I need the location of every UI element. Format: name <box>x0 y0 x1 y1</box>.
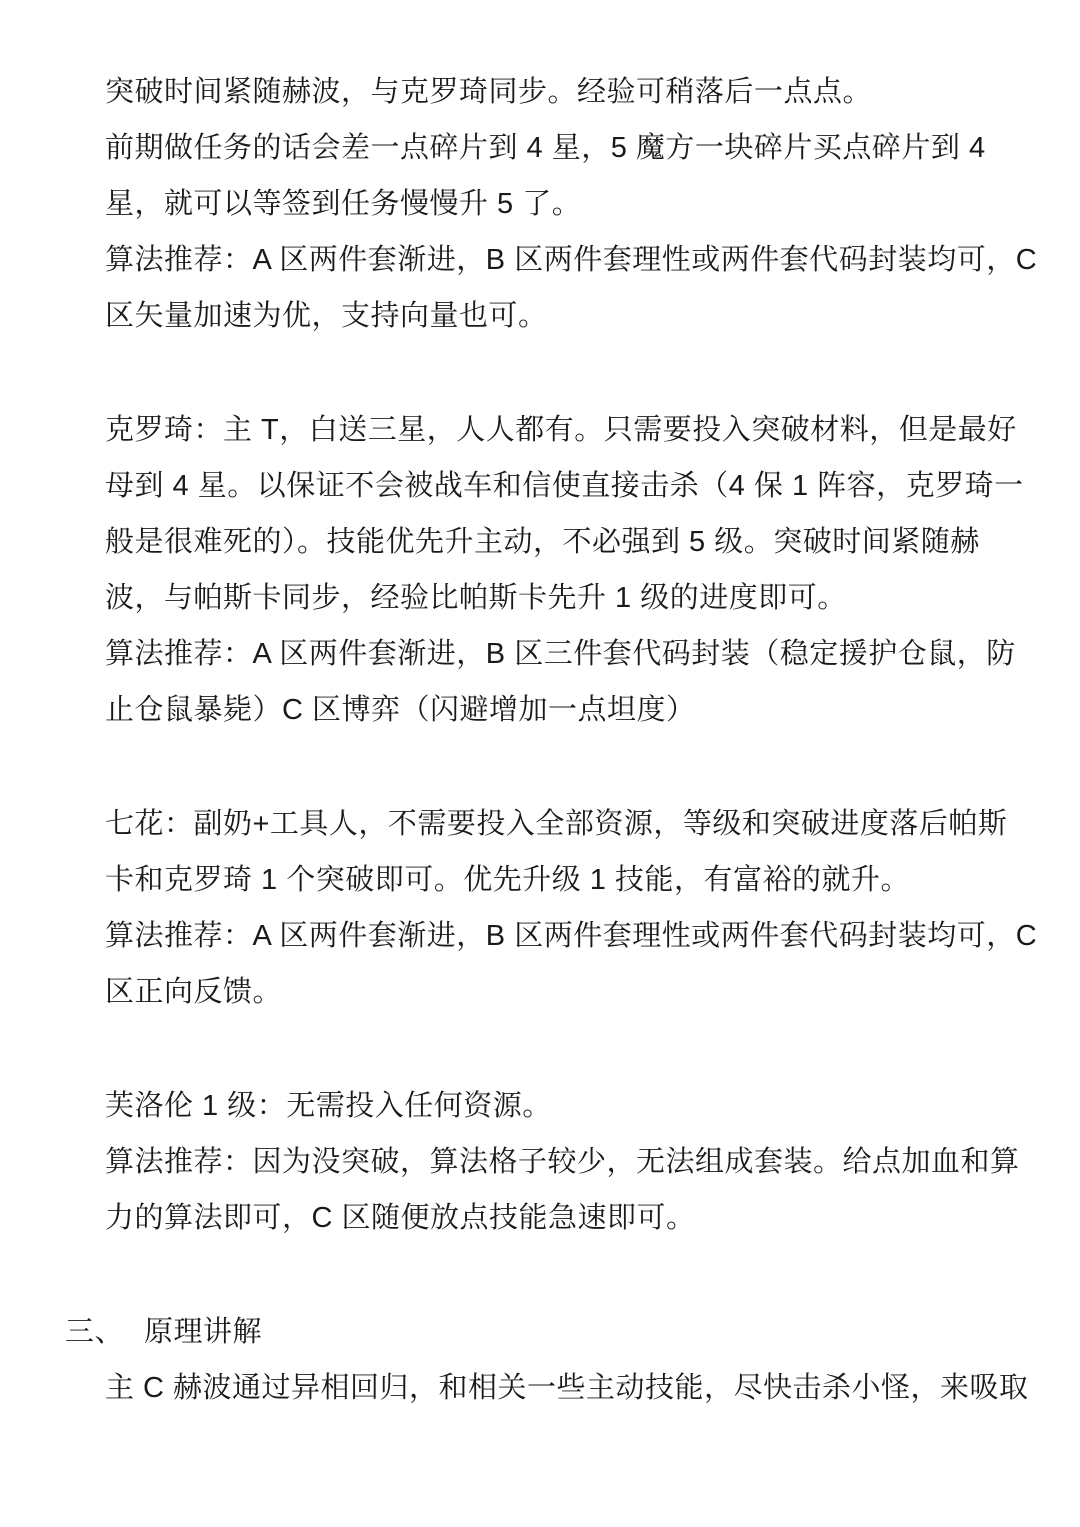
text-line: 星，就可以等签到任务慢慢升 5 了。 <box>105 188 582 220</box>
text-line: 前期做任务的话会差一点碎片到 4 星，5 魔方一块碎片买点碎片到 4 <box>105 132 986 164</box>
text-line: 算法推荐：A 区两件套渐进，B 区两件套理性或两件套代码封装均可，C <box>105 244 1038 276</box>
text-line: 克罗琦：主 T，白送三星，人人都有。只需要投入突破材料，但是最好 <box>105 414 1017 446</box>
text-line: 算法推荐：A 区两件套渐进，B 区两件套理性或两件套代码封装均可，C <box>105 920 1038 952</box>
text-line: 止仓鼠暴毙）C 区博弈（闪避增加一点坦度） <box>105 694 696 726</box>
paragraph-keluoqi <box>105 402 1024 738</box>
text-line: 波，与帕斯卡同步，经验比帕斯卡先升 1 级的进度即可。 <box>105 582 847 614</box>
text-line: 七花：副奶+工具人，不需要投入全部资源，等级和突破进度落后帕斯 <box>105 808 1008 840</box>
paragraph-hebo-followup <box>105 64 1038 344</box>
paragraph-principle-intro <box>105 1360 1029 1416</box>
text-line: 卡和克罗琦 1 个突破即可。优先升级 1 技能，有富裕的就升。 <box>105 864 910 896</box>
text-line: 主 C 赫波通过异相回归，和相关一些主动技能，尽快击杀小怪，来吸取 <box>105 1372 1029 1404</box>
text-line: 区正向反馈。 <box>105 976 283 1008</box>
section-title: 原理讲解 <box>144 1316 263 1348</box>
text-line: 算法推荐：A 区两件套渐进，B 区三件套代码封装（稳定援护仓鼠，防 <box>105 638 1016 670</box>
text-line: 芙洛伦 1 级：无需投入任何资源。 <box>105 1090 552 1122</box>
text-line: 般是很难死的）。技能优先升主动，不必强到 5 级。突破时间紧随赫 <box>105 526 980 558</box>
text-line: 母到 4 星。以保证不会被战车和信使直接击杀（4 保 1 阵容，克罗琦一 <box>105 470 1024 502</box>
section-number: 三、 <box>65 1316 125 1348</box>
paragraph-fuluolun <box>105 1078 1020 1246</box>
section-heading <box>65 1304 1020 1360</box>
text-line: 区矢量加速为优，支持向量也可。 <box>105 300 548 332</box>
text-line: 算法推荐：因为没突破，算法格子较少，无法组成套装。给点加血和算 <box>105 1146 1020 1178</box>
text-line: 力的算法即可，C 区随便放点技能急速即可。 <box>105 1202 696 1234</box>
paragraph-qihua <box>105 796 1038 1020</box>
text-line: 突破时间紧随赫波，与克罗琦同步。经验可稍落后一点点。 <box>105 76 873 108</box>
